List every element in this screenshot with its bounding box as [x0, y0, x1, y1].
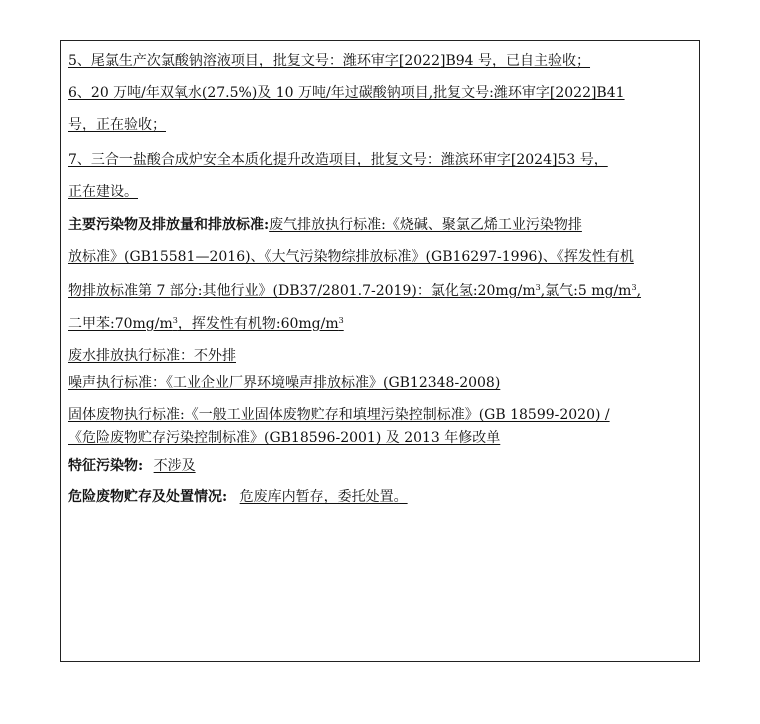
- pollutants-text-3b: ,氯气:5 mg/m: [540, 283, 632, 299]
- noise-standard: 噪声执行标准：《工业企业厂界环境噪声排放标准》(GB12348-2008): [68, 375, 501, 391]
- superscript-3: 3: [338, 316, 344, 325]
- pollutants-text-3c: ,: [636, 283, 642, 299]
- pollutants-line-4: [68, 315, 344, 333]
- document-box: [60, 40, 700, 662]
- hazardous-waste: [68, 488, 408, 506]
- pollutants-text-3a: 物排放标准第 7 部分:其他行业》(DB37/2801.7-2019)：氯化氢:20mg/m: [68, 283, 536, 299]
- pollutants-line-1: [68, 216, 582, 234]
- hazardous-label: 危险废物贮存及处置情况:: [68, 489, 228, 505]
- superscript-3: 3: [631, 283, 637, 292]
- pollutants-label: 主要污染物及排放量和排放标准:: [68, 217, 270, 233]
- project-item-6-line-1: 6、20 万吨/年双氧水(27.5%)及 10 万吨/年过碳酸钠项目,批复文号:潍环审字[2022]B41: [68, 85, 625, 101]
- characteristic-pollutants: [68, 457, 196, 475]
- project-item-6-line-2: 号，正在验收；: [68, 117, 166, 133]
- superscript-3: 3: [535, 283, 541, 292]
- characteristic-value: 不涉及: [153, 458, 196, 474]
- solid-waste-line-2: 《危险废物贮存污染控制标准》(GB18596-2001) 及 2013 年修改单: [68, 430, 501, 446]
- solid-waste-line-1: 固体废物执行标准:《一般工业固体废物贮存和填埋污染控制标准》(GB 18599-2020) /: [68, 407, 610, 423]
- wastewater-standard: 废水排放执行标准：不外排: [68, 348, 236, 364]
- pollutants-text-1: 废气排放执行标准:《烧碱、聚氯乙烯工业污染物排: [269, 217, 582, 233]
- pollutants-text-4a: 二甲苯:70mg/m: [68, 316, 173, 332]
- project-item-7-line-2: 正在建设。: [68, 184, 138, 200]
- superscript-3: 3: [172, 316, 178, 325]
- characteristic-label: 特征污染物:: [68, 458, 144, 474]
- pollutants-text-4b: ，挥发性有机物:60mg/m: [177, 316, 339, 332]
- pollutants-line-2: 放标准》(GB15581—2016)、《大气污染物综排放标准》(GB16297-1996)、《挥发性有机: [68, 249, 634, 265]
- project-item-5: 5、尾氯生产次氯酸钠溶液项目，批复文号：潍环审字[2022]B94 号，已自主验收；: [68, 53, 591, 69]
- project-item-7-line-1: 7、三合一盐酸合成炉安全本质化提升改造项目，批复文号：潍滨环审字[2024]53 号，: [68, 152, 608, 168]
- pollutants-line-3: [68, 282, 641, 300]
- hazardous-value: 危废库内暂存，委托处置。: [239, 489, 408, 505]
